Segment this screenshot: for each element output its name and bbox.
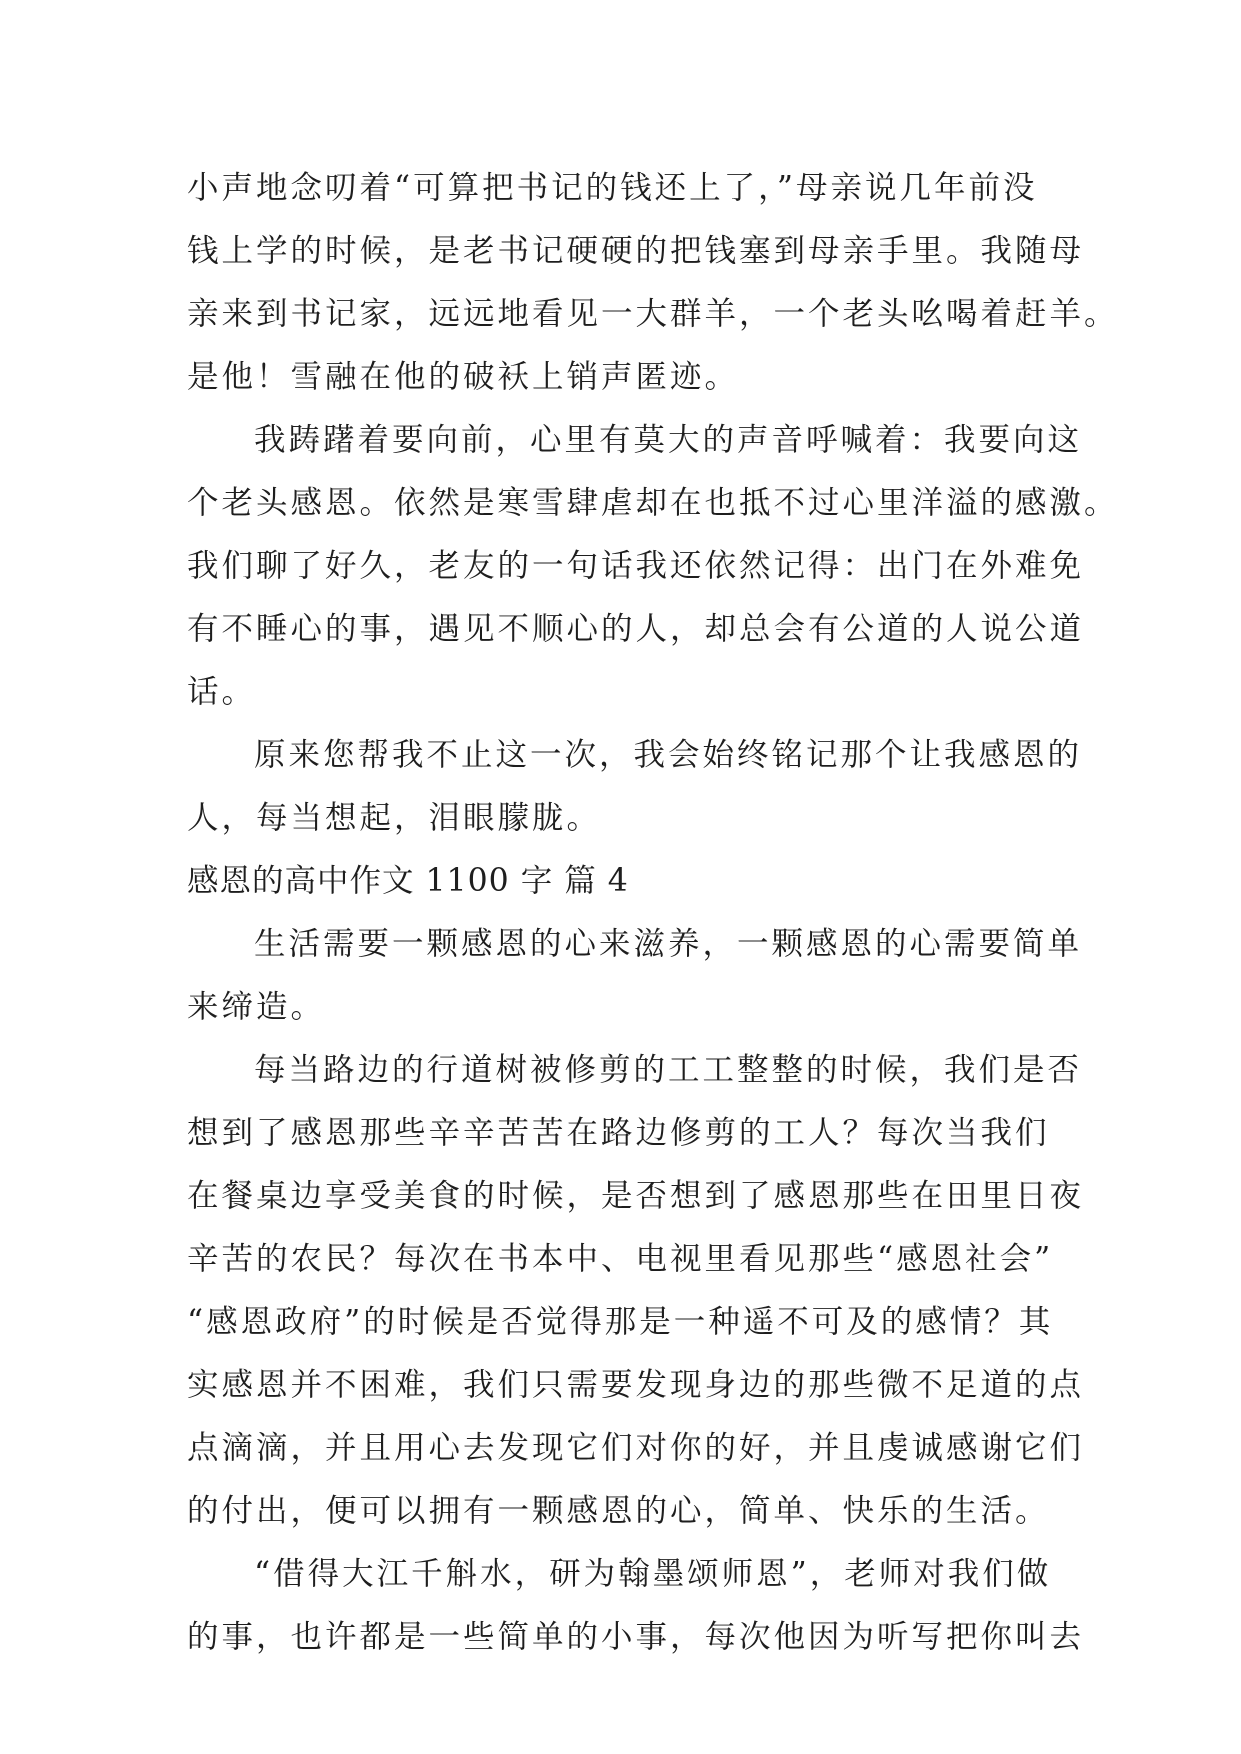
text-line: 话。 <box>187 674 257 710</box>
text-line: 点滴滴，并且用心去发现它们对你的好，并且虔诚感谢它们 <box>187 1430 1085 1466</box>
document-body <box>187 157 1119 1669</box>
text-line: 是他！雪融在他的破袄上销声匿迹。 <box>187 359 740 395</box>
text-line: 在餐桌边享受美食的时候，是否想到了感恩那些在田里日夜 <box>187 1178 1085 1214</box>
text-line: 的付出，便可以拥有一颗感恩的心，简单、快乐的生活。 <box>187 1493 1050 1529</box>
paragraph-first-line: 原来您帮我不止这一次，我会始终铭记那个让我感恩的 <box>254 737 1083 773</box>
text-line: 个老头感恩。依然是寒雪肆虐却在也抵不过心里洋溢的感激。 <box>187 485 1119 521</box>
paragraph-first-line: 我踌躇着要向前，心里有莫大的声音呼喊着：我要向这 <box>254 422 1083 458</box>
text-line: 小声地念叨着“可算把书记的钱还上了，”母亲说几年前没 <box>187 170 1038 206</box>
text-line: 我们聊了好久，老友的一句话我还依然记得：出门在外难免 <box>187 548 1085 584</box>
text-line: 有不睡心的事，遇见不顺心的人，却总会有公道的人说公道 <box>187 611 1085 647</box>
text-line: 钱上学的时候，是老书记硬硬的把钱塞到母亲手里。我随母 <box>187 233 1085 269</box>
section-heading: 感恩的高中作文 1100 字 篇 4 <box>187 863 629 899</box>
text-line: 辛苦的农民？每次在书本中、电视里看见那些“感恩社会” <box>187 1241 1054 1277</box>
text-line: 人，每当想起，泪眼朦胧。 <box>187 800 602 836</box>
text-line: 亲来到书记家，远远地看见一大群羊，一个老头吆喝着赶羊。 <box>187 296 1119 332</box>
text-line: 实感恩并不困难，我们只需要发现身边的那些微不足道的点 <box>187 1367 1085 1403</box>
text-line: 来缔造。 <box>187 989 326 1025</box>
paragraph-first-line: 生活需要一颗感恩的心来滋养，一颗感恩的心需要简单 <box>254 926 1083 962</box>
text-line: 想到了感恩那些辛辛苦苦在路边修剪的工人？每次当我们 <box>187 1115 1050 1151</box>
paragraph-first-line: 每当路边的行道树被修剪的工工整整的时候，我们是否 <box>254 1052 1083 1088</box>
paragraph-first-line: “借得大江千斛水，研为翰墨颂师恩”，老师对我们做 <box>254 1556 1052 1592</box>
text-line: “感恩政府”的时候是否觉得那是一种遥不可及的感情？其 <box>187 1304 1054 1340</box>
text-line: 的事，也许都是一些简单的小事，每次他因为听写把你叫去 <box>187 1619 1085 1655</box>
